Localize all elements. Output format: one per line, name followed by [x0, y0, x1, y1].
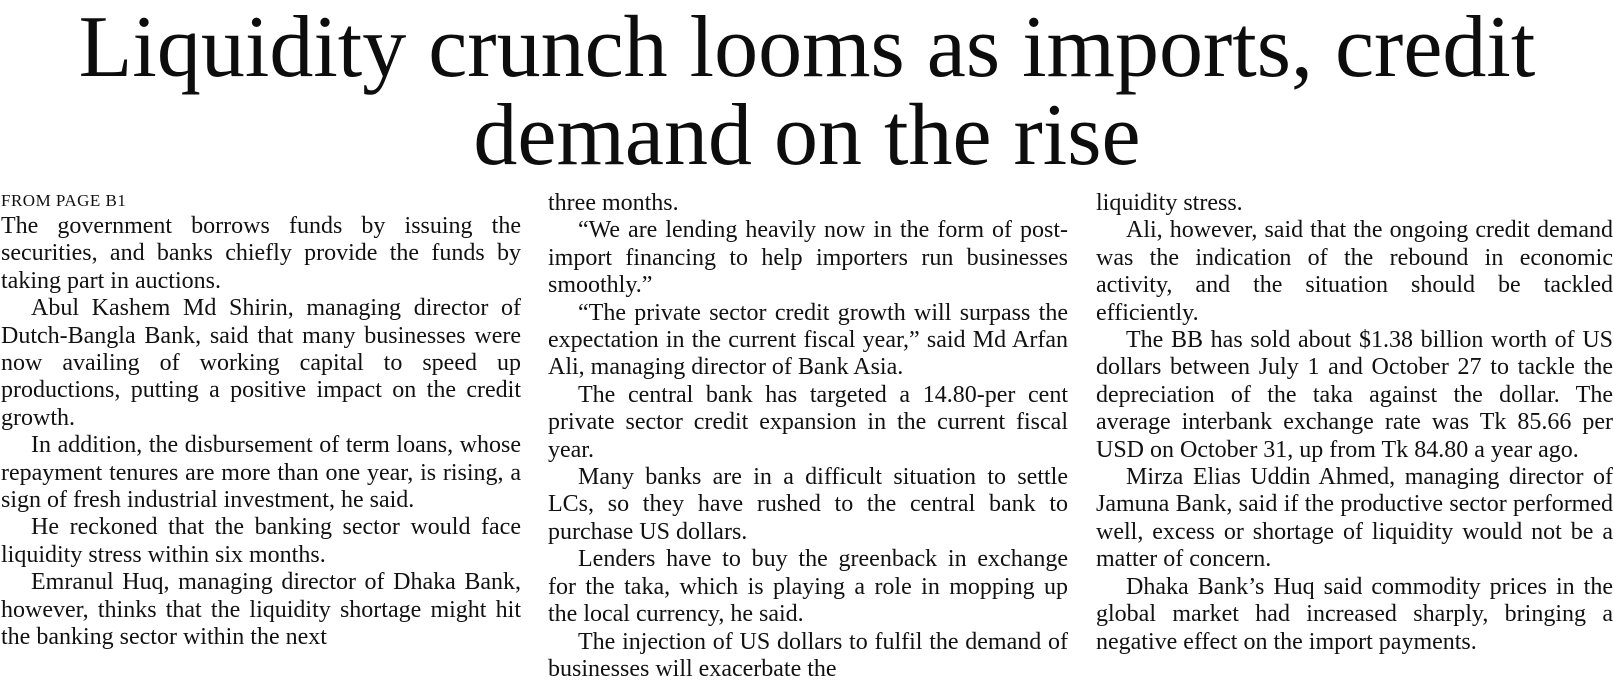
paragraph: The central bank has targeted a 14.80-per cent private sector credit expansion in the current fiscal year. [548, 381, 1068, 463]
paragraph: He reckoned that the banking sector would face liquidity stress within six months. [1, 514, 521, 568]
paragraph: three months. [548, 190, 679, 216]
paragraph: liquidity stress. [1096, 190, 1243, 216]
paragraph: The BB has sold about $1.38 billion worth of US dollars between July 1 and October 27 to tackle the depreciation of the taka against the dollar. The average interbank exchange rate was Tk 85.66 per USD on October 31, up from Tk 84.80 a year ago. [1096, 327, 1613, 463]
paragraph: Abul Kashem Md Shirin, managing director of Dutch-Bangla Bank, said that many businesses were now availing of working capital to speed up productions, putting a positive impact on the credit growth. [1, 295, 521, 431]
continuation-label: FROM PAGE B1 [1, 191, 127, 210]
headline-line-1: Liquidity crunch looms as imports, credit [78, 0, 1536, 96]
article-column-1 [1, 190, 521, 652]
paragraph: Emranul Huq, managing director of Dhaka Bank, however, thinks that the liquidity shortage might hit the banking sector within the next [1, 569, 521, 651]
paragraph: The government borrows funds by issuing the securities, and banks chiefly provide the funds by taking part in auctions. [1, 213, 521, 294]
paragraph: Mirza Elias Uddin Ahmed, managing director of Jamuna Bank, said if the productive sector performed well, excess or shortage of liquidity would not be a matter of concern. [1096, 464, 1613, 573]
paragraph: Lenders have to buy the greenback in exchange for the taka, which is playing a role in mopping up the local currency, he said. [548, 546, 1068, 628]
paragraph: In addition, the disbursement of term loans, whose repayment tenures are more than one year, is rising, a sign of fresh industrial investment, he said. [1, 432, 521, 514]
paragraph: The injection of US dollars to fulfil the demand of businesses will exacerbate the [548, 628, 1068, 682]
paragraph: Many banks are in a difficult situation to settle LCs, so they have rushed to the central bank to purchase US dollars. [548, 464, 1068, 545]
article-column-3 [1096, 190, 1613, 656]
headline [0, 0, 1614, 184]
paragraph: Dhaka Bank’s Huq said commodity prices in the global market had increased sharply, bringing a negative effect on the import payments. [1096, 573, 1613, 655]
paragraph: Ali, however, said that the ongoing credit demand was the indication of the rebound in economic activity, and the situation should be tackled efficiently. [1096, 217, 1613, 326]
article-column-2 [548, 190, 1068, 683]
headline-line-2: demand on the rise [473, 87, 1141, 184]
paragraph: “We are lending heavily now in the form of post-import financing to help importers run businesses smoothly.” [548, 217, 1068, 299]
paragraph: “The private sector credit growth will surpass the expectation in the current fiscal year,” said Md Arfan Ali, managing director of Bank Asia. [548, 299, 1068, 381]
